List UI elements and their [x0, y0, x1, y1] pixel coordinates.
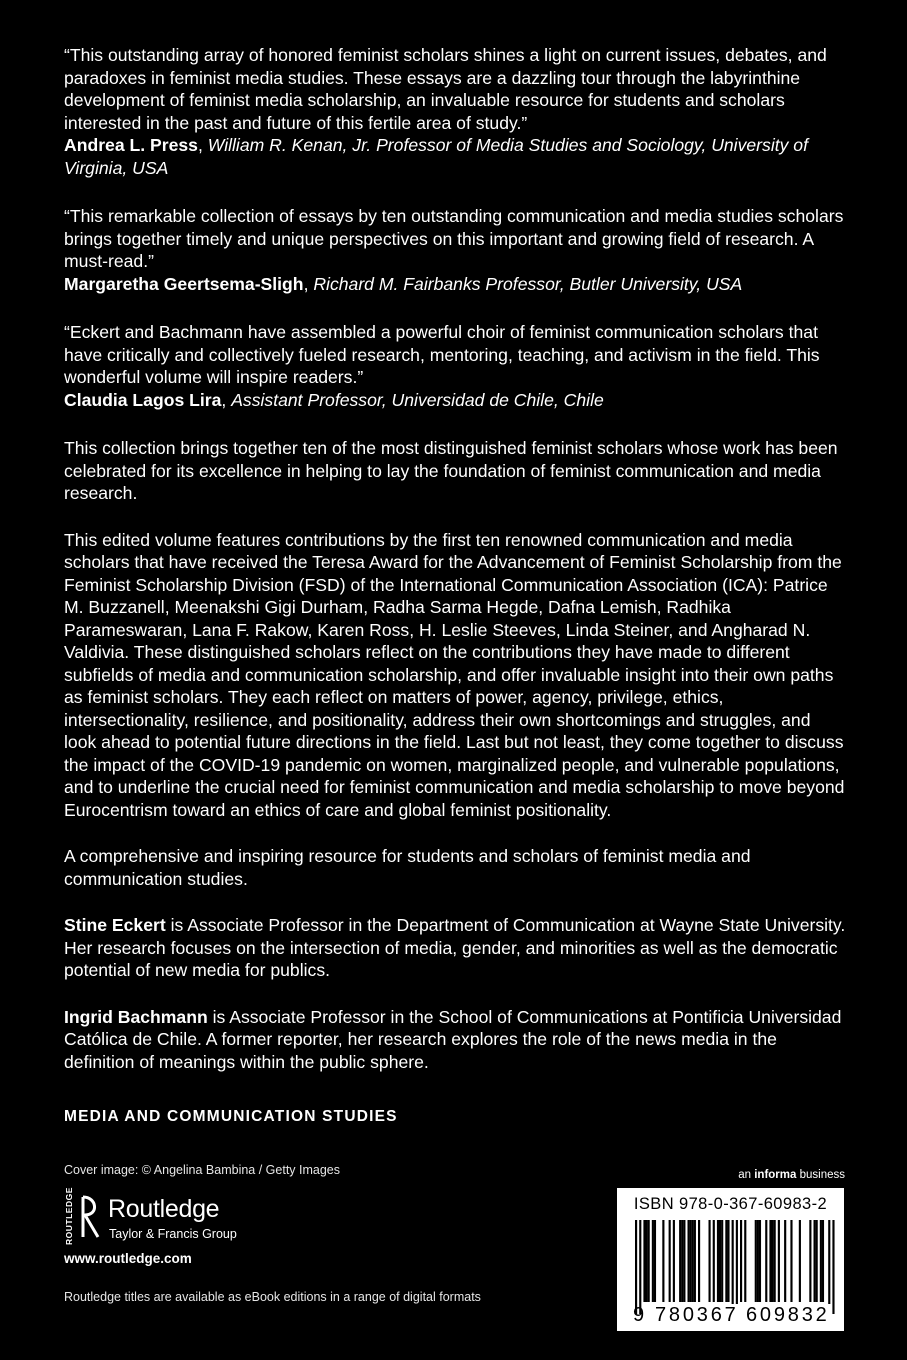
barcode-bar	[814, 1220, 816, 1302]
barcode-bar	[816, 1220, 818, 1302]
author-bio-text: is Associate Professor in the Department of Communication at Wayne State University. Her research focuses on the intersection of media, gender, and minorities as well as the democratic potential of new media for publics.	[64, 915, 846, 980]
barcode-bar	[744, 1220, 746, 1302]
barcode-bar	[736, 1220, 738, 1314]
publisher-url[interactable]: www.routledge.com	[64, 1251, 192, 1266]
informa-word: informa	[754, 1169, 797, 1181]
barcode-bar	[709, 1220, 711, 1302]
barcode-bar	[822, 1220, 824, 1302]
barcode-bar	[774, 1220, 776, 1302]
barcode-bar	[639, 1220, 641, 1314]
barcode-bar	[717, 1220, 719, 1302]
barcode-bar	[820, 1220, 822, 1302]
author-bio-1	[64, 914, 846, 982]
description-paragraph-2: This edited volume features contributions by the first ten renowned communication and media scholars that have received the Teresa Award for the Advancement of Feminist Scholarship from the Feminist Scholarship Division (FSD) of the International Communication Association (ICA): Patrice M. Buzzanell, Meenakshi Gigi Durham, Radha Sarma Hegde, Dafna Lemish, Radhika Parameswaran, Lana F. Rakow, Karen Ross, H. Leslie Steeves, Linda Steiner, and Angharad N. Valdivia. These distinguished scholars reflect on the contributions they have made to different subfields of media and communication scholarship, and offer invaluable insight into their own paths as feminist scholars. They each reflect on matters of power, agency, privilege, ethics, intersectionality, resilience, and positionality, address their own shortcomings and struggles, and look ahead to potential future directions in the field. Last but not least, they come together to discuss the impact of the COVID-19 pandemic on women, marginalized people, and vulnerable populations, and to underline the crucial need for feminist communication and media scholarship to move beyond Eurocentrism toward an ethics of care and global feminist positionality.	[64, 529, 845, 820]
barcode-bar	[681, 1220, 683, 1302]
author-name: Stine Eckert	[64, 915, 166, 935]
ebook-note: Routledge titles are available as eBook editions in a range of digital formats	[64, 1290, 481, 1304]
endorsement-1	[64, 44, 846, 179]
barcode-bar	[683, 1220, 685, 1302]
isbn-label: ISBN 978-0-367-60983-2	[633, 1195, 828, 1213]
barcode-bar	[694, 1220, 696, 1302]
back-cover-text	[64, 44, 846, 1097]
barcode-digits	[633, 1304, 835, 1326]
barcode-bar	[652, 1220, 654, 1302]
endorsement-text: “This remarkable collection of essays by ten outstanding communication and media studies scholars brings together timely and unique perspectives on this important and growing field of research. A must-read.”	[64, 206, 844, 271]
barcode-bar	[725, 1220, 727, 1302]
barcode-bar	[635, 1220, 637, 1314]
barcode-bar	[673, 1220, 675, 1302]
barcode-bar	[732, 1220, 734, 1314]
barcode-bar	[772, 1220, 774, 1302]
subject-category: MEDIA AND COMMUNICATION STUDIES	[64, 1108, 398, 1125]
barcode-bar	[778, 1220, 780, 1302]
barcode-bar	[765, 1220, 767, 1302]
endorsement-text: “Eckert and Bachmann have assembled a powerful choir of feminist communication scholars that have critically and collectively fueled research, mentoring, teaching, and activism in the field. This wonderful volume will inspire readers.”	[64, 322, 820, 387]
barcode-bar	[690, 1220, 692, 1302]
barcode-bar	[790, 1220, 792, 1302]
endorser-affiliation: Richard M. Fairbanks Professor, Butler University, USA	[313, 273, 743, 294]
barcode-bar	[727, 1220, 729, 1302]
barcode-bar	[759, 1220, 761, 1302]
endorser-affiliation: Assistant Professor, Universidad de Chile, Chile	[231, 389, 604, 410]
barcode-digits-left: 780367	[655, 1304, 739, 1326]
logo-vertical-text: ROUTLEDGE	[64, 1187, 74, 1245]
barcode-bar	[654, 1220, 656, 1302]
informa-tagline: an informa business	[738, 1169, 845, 1181]
barcode-bar	[643, 1220, 645, 1302]
description-paragraph-3: A comprehensive and inspiring resource for students and scholars of feminist media and communication studies.	[64, 846, 751, 889]
barcode-digits-right: 609832	[746, 1304, 830, 1326]
barcode-bar	[713, 1220, 715, 1302]
endorsement-3	[64, 321, 846, 411]
barcode-bar	[669, 1220, 671, 1302]
barcode-bar	[740, 1220, 742, 1302]
barcode-bar	[719, 1220, 721, 1302]
barcode-bar	[755, 1220, 757, 1302]
barcode-bar	[832, 1220, 834, 1314]
author-name: Ingrid Bachmann	[64, 1006, 208, 1027]
endorser-name: Claudia Lagos Lira	[64, 389, 222, 410]
routledge-logo	[64, 1187, 264, 1248]
endorser-name: Margaretha Geertsema-Sligh	[64, 273, 304, 294]
barcode-bar	[799, 1220, 801, 1302]
barcode-digit-first: 9	[633, 1304, 647, 1326]
isbn-barcode	[617, 1188, 844, 1331]
barcode-bar	[679, 1220, 681, 1302]
endorsement-2	[64, 205, 846, 295]
barcode-bar	[646, 1220, 648, 1302]
endorsement-attribution: Claudia Lagos Lira, Assistant Professor, Universidad de Chile, Chile	[64, 389, 604, 410]
author-bio-2	[64, 1006, 846, 1074]
endorsement-text: “This outstanding array of honored feminist scholars shines a light on current issues, debates, and paradoxes in feminist media studies. These essays are a dazzling tour through the labyrinthine development of feminist media scholarship, an invaluable resource for students and scholars interested in the past and future of this fertile area of study.”	[64, 45, 827, 133]
barcode-bar	[698, 1220, 700, 1302]
barcode-bar	[828, 1220, 830, 1314]
endorser-affiliation: William R. Kenan, Jr. Professor of Media Studies and Sociology, University of Virginia, USA	[64, 135, 808, 178]
endorser-name: Andrea L. Press	[64, 135, 198, 155]
barcode-bar	[648, 1220, 650, 1302]
barcode-bar	[721, 1220, 723, 1302]
barcode-bar	[769, 1220, 771, 1302]
barcode-bar	[662, 1220, 664, 1302]
cover-image-credit: Cover image: © Angelina Bambina / Getty Images	[64, 1163, 341, 1177]
barcode-bar	[809, 1220, 811, 1302]
routledge-r-icon	[80, 1195, 102, 1239]
barcode-bar	[688, 1220, 690, 1302]
endorsement-attribution: Andrea L. Press, William R. Kenan, Jr. Professor of Media Studies and Sociology, University of Virginia, USA	[64, 135, 808, 178]
barcode-bar	[757, 1220, 759, 1302]
endorsement-attribution: Margaretha Geertsema-Sligh, Richard M. Fairbanks Professor, Butler University, USA	[64, 273, 743, 294]
publisher-name: Routledge	[108, 1195, 220, 1223]
publisher-group: Taylor & Francis Group	[109, 1227, 237, 1241]
barcode-bar	[692, 1220, 694, 1302]
barcode-bar	[784, 1220, 786, 1302]
description-paragraph-1: This collection brings together ten of the most distinguished feminist scholars whose work has been celebrated for its excellence in helping to lay the foundation of feminist communication and media research.	[64, 438, 838, 503]
author-bio-text: is Associate Professor in the School of Communications at Pontificia Universidad Católica de Chile. A former reporter, her research explores the role of the news media in the definition of meanings within the public sphere.	[64, 1006, 842, 1072]
